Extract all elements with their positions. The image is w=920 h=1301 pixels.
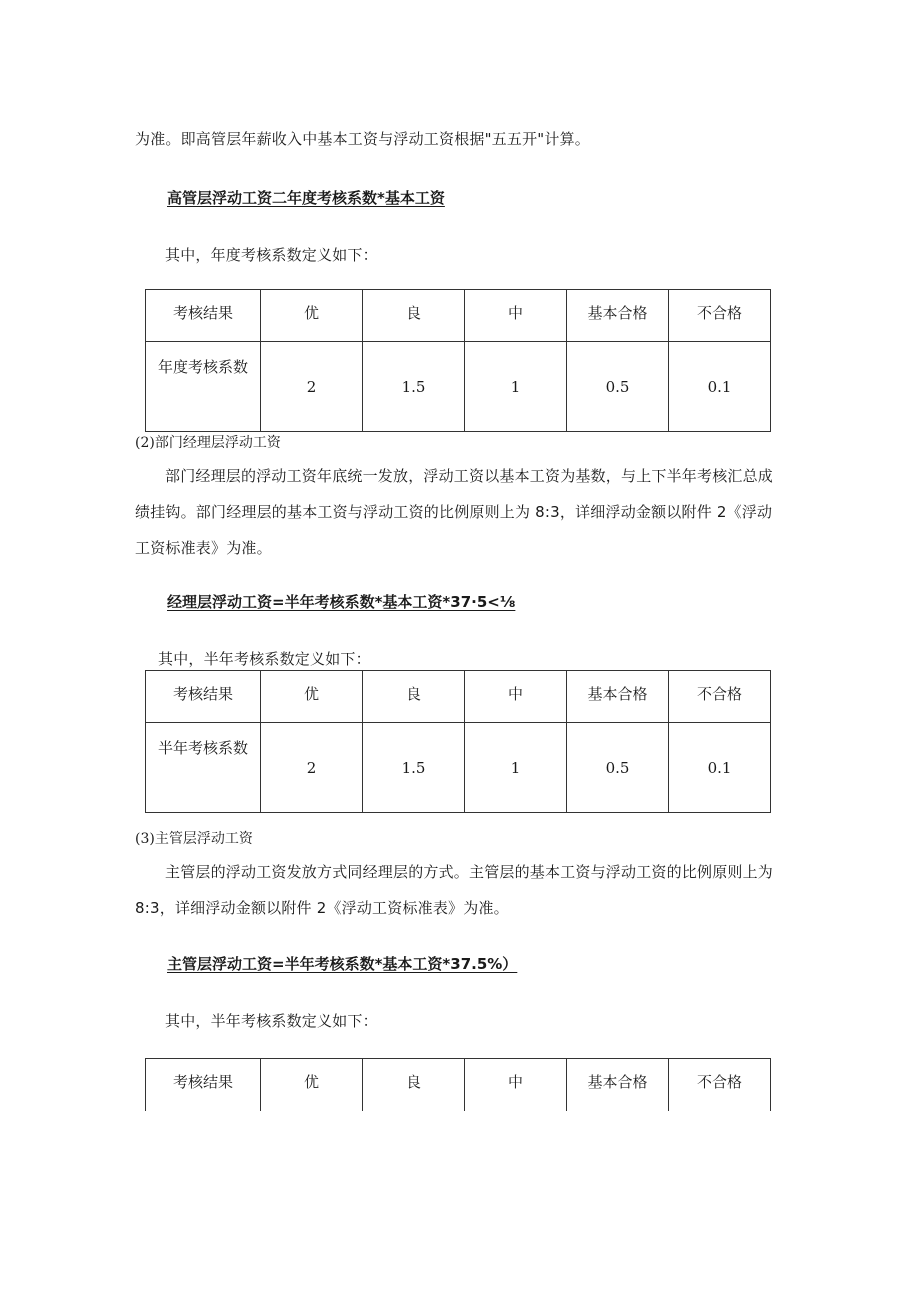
table-row bbox=[146, 342, 771, 432]
header-cell: 考核结果 bbox=[146, 290, 261, 342]
section-2-line-1: 部门经理层的浮动工资年底统一发放，浮动工资以基本工资为基数，与上下半年考核汇总成 bbox=[165, 467, 774, 485]
value-cell: 0.5 bbox=[567, 723, 669, 813]
value-cell: 1.5 bbox=[363, 723, 465, 813]
half-year-coefficient-table-continued bbox=[145, 1058, 771, 1111]
header-cell: 优 bbox=[261, 1059, 363, 1111]
table3-intro: 其中，半年考核系数定义如下： bbox=[165, 1012, 378, 1030]
header-cell: 不合格 bbox=[669, 671, 771, 723]
row-label: 年度考核系数 bbox=[146, 342, 261, 432]
row-label: 半年考核系数 bbox=[146, 723, 261, 813]
formula-manager: 经理层浮动工资=半年考核系数*基本工资*37·5<⅛ bbox=[167, 593, 516, 611]
value-cell: 0.1 bbox=[669, 723, 771, 813]
header-cell: 中 bbox=[465, 671, 567, 723]
annual-coefficient-table bbox=[145, 289, 771, 432]
section-3-line-1: 主管层的浮动工资发放方式同经理层的方式。主管层的基本工资与浮动工资的比例原则上为 bbox=[165, 863, 774, 881]
table-header-row bbox=[146, 671, 771, 723]
value-cell: 0.5 bbox=[567, 342, 669, 432]
header-cell: 中 bbox=[465, 290, 567, 342]
formula-supervisor: 主管层浮动工资=半年考核系数*基本工资*37.5%） bbox=[167, 955, 518, 973]
value-cell: 2 bbox=[261, 723, 363, 813]
header-cell: 良 bbox=[363, 290, 465, 342]
header-cell: 不合格 bbox=[669, 290, 771, 342]
header-cell: 基本合格 bbox=[567, 290, 669, 342]
value-cell: 1 bbox=[465, 723, 567, 813]
header-cell: 基本合格 bbox=[567, 1059, 669, 1111]
table2-intro: 其中，半年考核系数定义如下： bbox=[158, 650, 371, 668]
formula-executive: 高管层浮动工资二年度考核系数*基本工资 bbox=[167, 189, 445, 207]
header-cell: 优 bbox=[261, 671, 363, 723]
header-cell: 不合格 bbox=[669, 1059, 771, 1111]
header-cell: 考核结果 bbox=[146, 1059, 261, 1111]
header-cell: 中 bbox=[465, 1059, 567, 1111]
section-2-title: (2)部门经理层浮动工资 bbox=[135, 435, 281, 451]
section-3-line-2: 8:3，详细浮动金额以附件 2《浮动工资标准表》为准。 bbox=[135, 899, 509, 917]
section-2-line-2: 绩挂钩。部门经理层的基本工资与浮动工资的比例原则上为 8:3，详细浮动金额以附件 2《浮动 bbox=[135, 503, 773, 521]
header-cell: 考核结果 bbox=[146, 671, 261, 723]
half-year-coefficient-table bbox=[145, 670, 771, 813]
header-cell: 基本合格 bbox=[567, 671, 669, 723]
table1-intro: 其中，年度考核系数定义如下： bbox=[165, 246, 378, 264]
header-cell: 良 bbox=[363, 671, 465, 723]
header-cell: 优 bbox=[261, 290, 363, 342]
table-header-row bbox=[146, 1059, 771, 1111]
section-2-line-3: 工资标准表》为准。 bbox=[135, 539, 272, 557]
value-cell: 1.5 bbox=[363, 342, 465, 432]
value-cell: 1 bbox=[465, 342, 567, 432]
section-3-title: (3)主管层浮动工资 bbox=[135, 831, 253, 847]
paragraph-continuation: 为准。即高管层年薪收入中基本工资与浮动工资根据"五五开"计算。 bbox=[135, 130, 591, 148]
table-header-row bbox=[146, 290, 771, 342]
table-row bbox=[146, 723, 771, 813]
value-cell: 2 bbox=[261, 342, 363, 432]
value-cell: 0.1 bbox=[669, 342, 771, 432]
header-cell: 良 bbox=[363, 1059, 465, 1111]
